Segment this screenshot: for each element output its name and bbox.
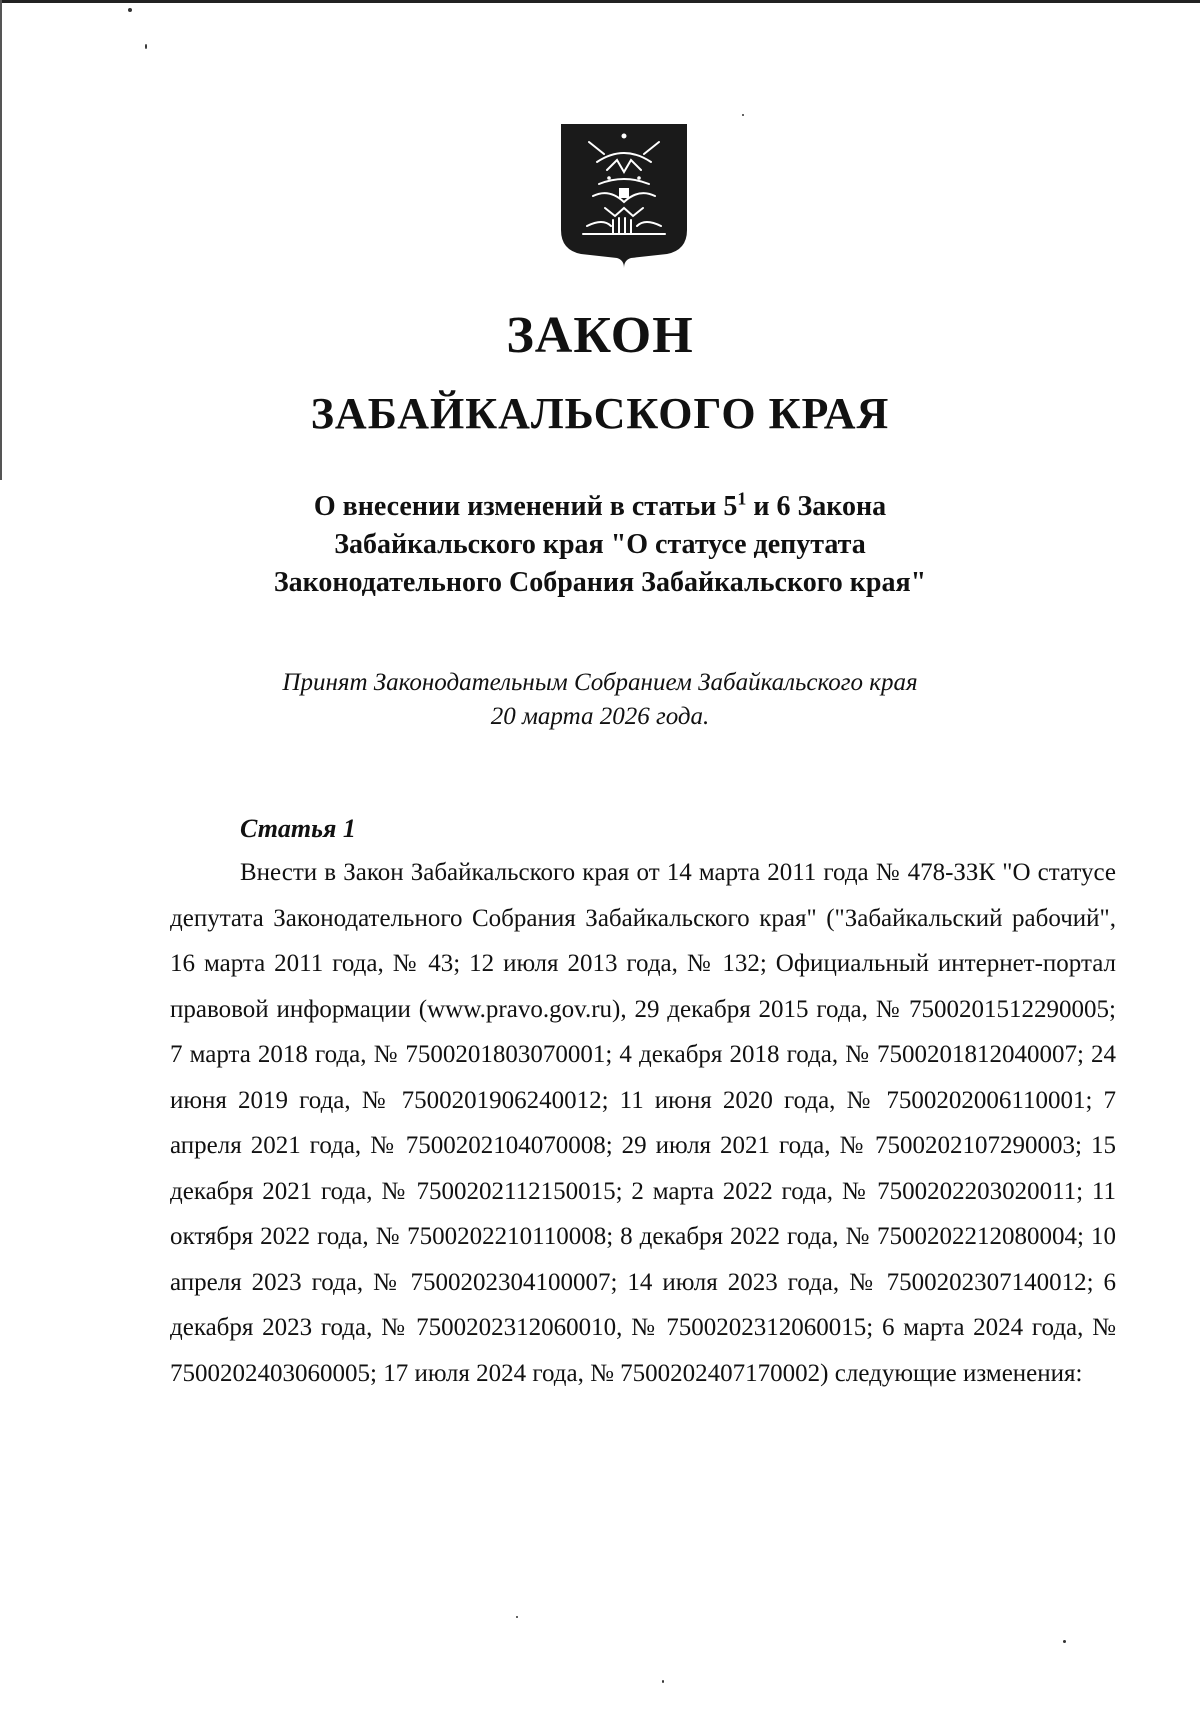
subject-line-1 xyxy=(150,488,1050,526)
scan-speck xyxy=(1063,1640,1066,1643)
subject-line-1-text: О внесении изменений в статьи 5 xyxy=(313,491,738,522)
law-subject-heading xyxy=(150,488,1050,602)
scan-speck xyxy=(516,1616,518,1618)
scan-speck xyxy=(662,1680,664,1683)
scan-speck xyxy=(145,44,147,49)
article-superscript: 1 xyxy=(737,488,747,509)
scan-speck xyxy=(742,114,744,116)
adoption-date: 20 марта 2026 года. xyxy=(490,703,710,730)
subject-line-1-tail: и 6 Закона xyxy=(746,491,887,522)
article-1-text: Внести в Закон Забайкальского края от 14 марта 2011 года № 478-ЗЗК "О статусе депутата Законодательного Собрания Забайкальского края" ("Забайкальский рабочий", 16 марта 2011 года, № 43; 12 июля 2013 года, № 132; Официальный интернет-портал правовой информации (www.pravo.gov.ru), 29 декабря 2015 года, № 7500201512290005; 7 марта 2018 года, № 7500201803070001; 4 декабря 2018 года, № 7500201812040007; 24 июня 2019 года, № 7500201906240012; 11 июня 2020 года, № 7500202006110001; 7 апреля 2021 года, № 7500202104070008; 29 июля 2021 года, № 7500202107290003; 15 декабря 2021 года, № 7500202112150015; 2 марта 2022 года, № 7500202203020011; 11 октября 2022 года, № 7500202210110008; 8 декабря 2022 года, № 7500202212080004; 10 апреля 2023 года, № 7500202304100007; 14 июля 2023 года, № 7500202307140012; 6 декабря 2023 года, № 7500202312060010, № 7500202312060015; 6 марта 2024 года, № 7500202403060005; 17 июля 2024 года, № 7500202407170002) следующие изменения: xyxy=(170,859,1116,1387)
adoption-note xyxy=(150,666,1050,734)
subject-line-2: Забайкальского края "О статусе депутата xyxy=(334,529,866,560)
scan-top-edge xyxy=(0,0,1200,3)
region-title: ЗАБАЙКАЛЬСКОГО КРАЯ xyxy=(310,389,890,438)
article-1-heading: Статья 1 xyxy=(240,814,356,843)
adoption-body: Принят Законодательным Собранием Забайкальского края xyxy=(282,669,918,696)
subject-line-3: Законодательного Собрания Забайкальского края" xyxy=(273,567,927,598)
coat-of-arms-icon xyxy=(559,122,689,270)
law-title: ЗАКОН xyxy=(506,307,694,364)
scan-speck xyxy=(128,8,132,12)
